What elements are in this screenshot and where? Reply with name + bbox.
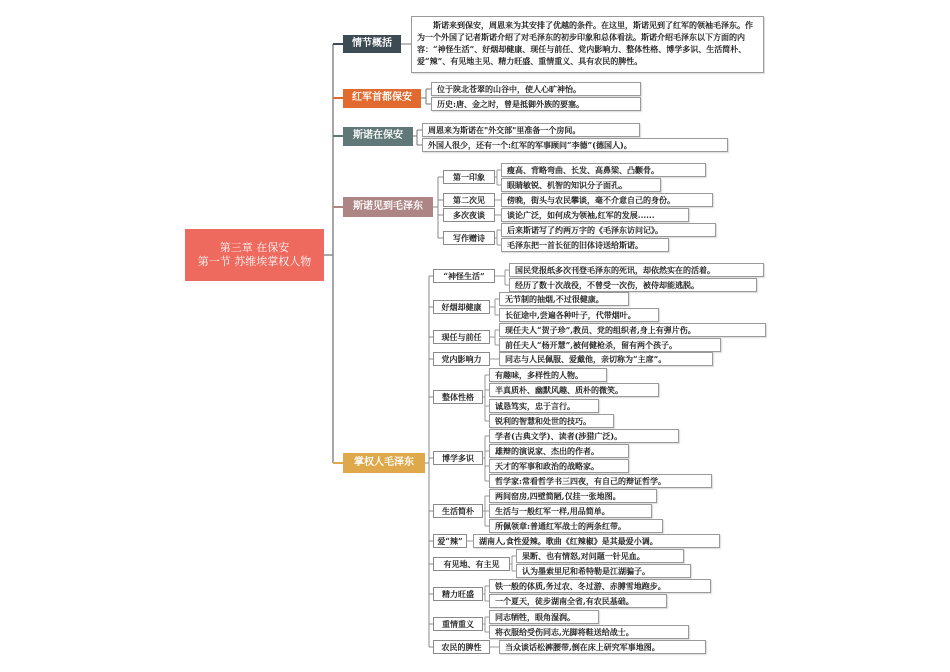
meet-sub-1: 第二次见 [443, 193, 495, 207]
mao-sub-1: 好烟却健康 [433, 300, 490, 314]
plot-summary-text: 斯诺来到保安，周恩来为其安排了优越的条件。在这里，斯诺见到了红军的领袖毛泽东。作为一个外国了记者斯诺介绍了对毛泽东的初步印象和总体看法。斯诺介绍毛泽东以下方面的内容：“神怪生活”、好烟却健康、现任与前任、党内影响力、整体性格、博学多识、生活简朴、爱“辣”、有见地主见、精力旺盛、重情重义、具有农民的脾性。 [411, 16, 764, 73]
meet-sub-0-item-0: 瘦高、背略弯曲、长发、高鼻梁、凸颧骨。 [501, 163, 706, 177]
branch-red-capital: 红军首都保安 [343, 89, 421, 108]
mao-sub-3: 党内影响力 [433, 352, 490, 366]
snow-room: 周恩来为斯诺在"外交部"里准备一个房间。 [422, 123, 640, 137]
mao-sub-0-item-1: 经历了数十次战役，不曾受一次伤，被侍却能逃脱。 [509, 278, 757, 292]
mao-sub-4-item-3: 锐利的智慧和处世的技巧。 [489, 414, 614, 428]
mao-sub-4-item-2: 诚恳笃实，忠于言行。 [489, 399, 599, 413]
mao-sub-10-item-0: 同志牺牲，眼角湿润。 [489, 610, 599, 624]
mao-sub-1-item-1: 长征途中,尝遍各种叶子，代带烟叶。 [499, 308, 659, 322]
mao-sub-5-item-3: 哲学家:常看哲学书三四夜，有自己的辩证哲学。 [489, 474, 712, 488]
mao-sub-8-item-1: 认为墨索里尼和希特勒是江湖骗子。 [516, 564, 691, 578]
meet-sub-2: 多次夜谈 [443, 208, 495, 222]
mao-sub-5-item-1: 雄辩的演说家、杰出的作者。 [489, 444, 629, 458]
capital-location: 位于陕北苍翠的山谷中，使人心旷神怡。 [431, 82, 641, 96]
mao-sub-4: 整体性格 [433, 390, 483, 404]
meet-sub-3-item-1: 毛泽东把一首长征的旧体诗送给斯诺。 [501, 238, 669, 252]
root-title-chapter: 第三章 在保安 [219, 241, 290, 255]
mao-sub-6: 生活简朴 [433, 504, 483, 518]
mao-sub-0: “神怪生活” [433, 269, 495, 283]
snow-foreigners: 外国人很少，还有一个:红军的军事顾问“李德”(德国人)。 [422, 138, 728, 152]
mao-sub-8-item-0: 果断、也有情怒,对问题一针见血。 [516, 549, 684, 563]
mao-sub-3-item-0: 同志与人民佩服、爱戴他，亲切称为“主席”。 [499, 352, 713, 366]
branch-snow-in-baoan: 斯诺在保安 [343, 127, 413, 146]
root-topic [185, 229, 324, 281]
mao-sub-2-item-1: 前任夫人“杨开慧”,被何健枪杀，留有两个孩子。 [499, 338, 721, 352]
mao-sub-5-item-0: 学者(古典文学)、读者(涉猎广泛)。 [489, 429, 679, 443]
mao-sub-9-item-1: 一个夏天，徒步湖南全省,有农民基础。 [489, 594, 667, 608]
mao-sub-2: 现任与前任 [433, 330, 490, 344]
mao-sub-10: 重情重义 [433, 617, 483, 631]
root-title-section: 第一节 苏维埃掌权人物 [197, 255, 312, 268]
mao-sub-9-item-0: 铁一般的体质,务过农、冬过游、赤膊雪地跑步。 [489, 579, 711, 593]
mao-sub-9: 精力旺盛 [433, 587, 483, 601]
capital-history: 历史:唐、金之时，曾是抵御外族的要塞。 [431, 97, 641, 111]
mao-sub-7-item-0: 湖南人,食性爱辣。歌曲《红辣椒》是其最爱小调。 [473, 534, 720, 548]
mao-sub-10-item-1: 将衣服给受伤同志,光脚将鞋送给战士。 [489, 625, 689, 639]
mao-sub-6-item-1: 生活与一般红军一样,用品简单。 [489, 504, 652, 518]
mao-sub-8: 有见地、有主见 [433, 557, 510, 571]
mao-sub-4-item-1: 半真质朴、幽默风趣、质朴的微笑。 [489, 383, 659, 397]
branch-plot-summary: 情节概括 [343, 35, 401, 53]
mao-sub-7: 爱“辣” [433, 534, 467, 548]
mao-sub-6-item-2: 所佩领章:普通红军战士的两条红带。 [489, 519, 663, 533]
branch-mao-leader: 掌权人毛泽东 [343, 453, 425, 473]
mao-sub-6-item-0: 两间窑房,四壁简陋,仅挂一张地图。 [489, 489, 657, 503]
meet-sub-1-item-0: 傍晚，街头与农民攀谈，毫不介意自己的身份。 [501, 193, 713, 207]
mao-sub-0-item-0: 国民党报纸多次刊登毛泽东的死讯，却依然实在的活着。 [509, 263, 764, 277]
mao-sub-11-item-0: 当众谈话松裤腰带,倒在床上研究军事地图。 [499, 640, 706, 654]
branch-snow-meets-mao: 斯诺见到毛泽东 [343, 197, 433, 217]
mao-sub-5-item-2: 天才的军事和政治的战略家。 [489, 459, 629, 473]
meet-sub-2-item-0: 谈论广泛，如何成为领袖,红军的发展...... [501, 208, 689, 222]
mao-sub-1-item-0: 无节制的抽烟,不过很健康。 [499, 292, 629, 306]
meet-sub-0-item-1: 眼睛敏锐、机智的知识分子面孔。 [501, 178, 661, 192]
meet-sub-0: 第一印象 [443, 170, 495, 184]
mao-sub-11: 农民的脾性 [433, 640, 490, 654]
mao-sub-4-item-0: 有趣味，多样性的人物。 [489, 368, 607, 382]
mao-sub-2-item-0: 现任夫人“贺子珍”,教员、党的组织者,身上有弹片伤。 [499, 323, 766, 337]
meet-sub-3: 写作赠诗 [443, 231, 495, 245]
mao-sub-5: 博学多识 [433, 451, 483, 465]
meet-sub-3-item-0: 后来斯诺写了约两万字的《毛泽东访问记》。 [501, 223, 716, 237]
